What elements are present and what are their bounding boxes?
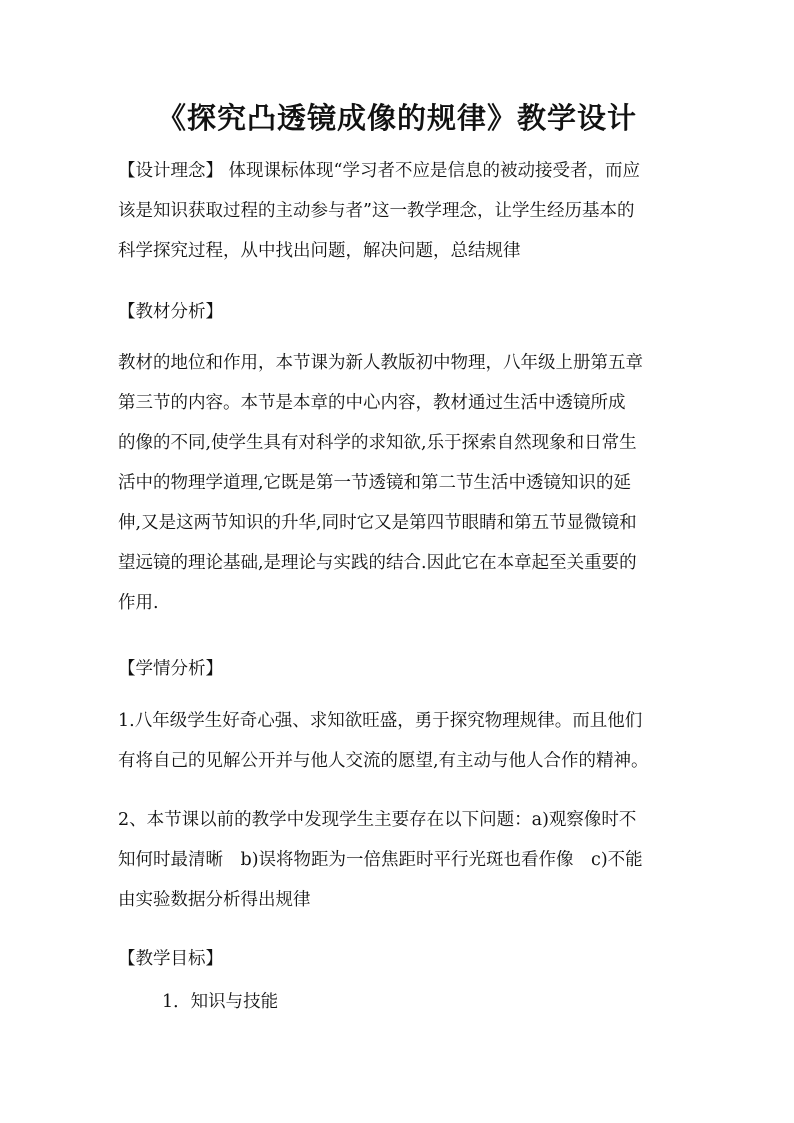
paragraph-line: 教材的地位和作用，本节课为新人教版初中物理，八年级上册第五章 [118, 353, 643, 373]
paragraph-line: 该是知识获取过程的主动参与者”这一教学理念，让学生经历基本的 [118, 201, 635, 221]
teaching-goals-heading: 【教学目标】 [118, 949, 223, 969]
paragraph-line: 第三节的内容。本节是本章的中心内容，教材通过生活中透镜所成 [118, 393, 626, 413]
material-analysis-paragraph [118, 343, 684, 623]
paragraph-line: 望远镜的理论基础,是理论与实践的结合.因此它在本章起至关重要的 [118, 553, 637, 573]
paragraph-line: 【设计理念】 体现课标体现“学习者不应是信息的被动接受者，而应 [118, 161, 641, 181]
paragraph-line: 1.八年级学生好奇心强、求知欲旺盛，勇于探究物理规律。而且他们 [118, 711, 643, 731]
learning-analysis-heading: 【学情分析】 [118, 659, 223, 679]
paragraph-line: 有将自己的见解公开并与他人交流的愿望,有主动与他人合作的精神。 [118, 751, 649, 771]
learning-analysis-item-2 [118, 800, 684, 920]
paragraph-line: 知何时最清晰 b)误将物距为一倍焦距时平行光斑也看作像 c)不能 [118, 850, 643, 870]
learning-analysis-item-1 [118, 701, 684, 781]
paragraph-line: 伸,又是这两节知识的升华,同时它又是第四节眼睛和第五节显微镜和 [118, 513, 637, 533]
paragraph-line: 科学探究过程，从中找出问题，解决问题，总结规律 [118, 241, 521, 261]
design-concept-paragraph [118, 151, 684, 271]
teaching-goals-subitem-1: 1．知识与技能 [162, 992, 279, 1012]
paragraph-line: 作用. [118, 593, 159, 613]
paragraph-line: 由实验数据分析得出规律 [118, 890, 311, 910]
paragraph-line: 2、本节课以前的教学中发现学生主要存在以下问题：a)观察像时不 [118, 810, 637, 830]
document-title: 《探究凸透镜成像的规律》教学设计 [156, 101, 637, 135]
paragraph-line: 活中的物理学道理,它既是第一节透镜和第二节生活中透镜知识的延 [118, 473, 632, 493]
material-analysis-heading: 【教材分析】 [118, 302, 223, 322]
paragraph-line: 的像的不同,使学生具有对科学的求知欲,乐于探索自然现象和日常生 [118, 433, 637, 453]
